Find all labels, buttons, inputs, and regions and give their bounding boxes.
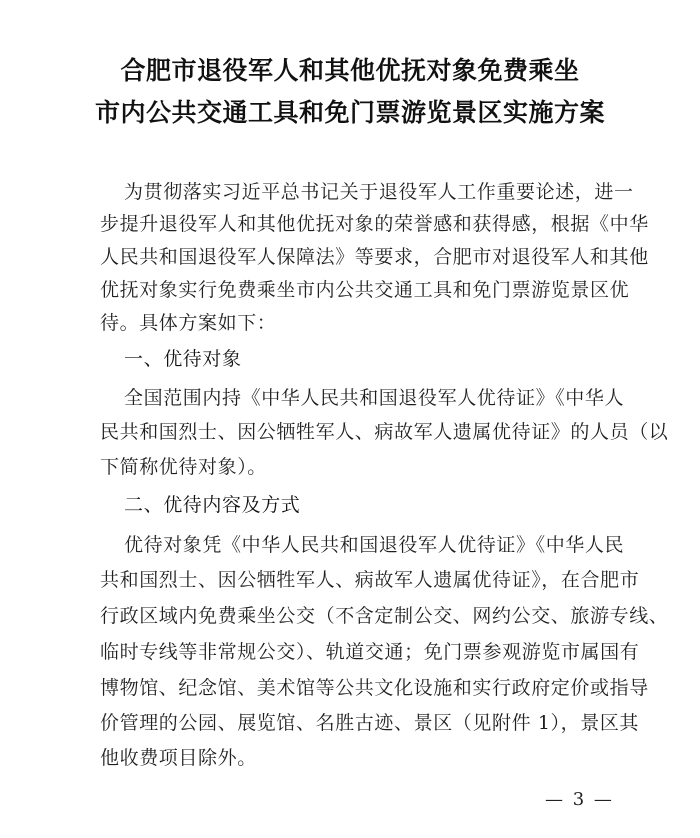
section-1-line-3: 下简称优待对象）。 [100,456,267,478]
section-1-heading: 一、优待对象 [124,348,242,370]
section-2-line-1: 优待对象凭《中华人民共和国退役军人优待证》《中华人民 [124,534,625,556]
section-2-line-4: 临时专线等非常规公交）、轨道交通；免门票参观游览市属国有 [100,641,640,663]
section-2-heading: 二、优待内容及方式 [124,494,301,516]
section-2-line-6: 价管理的公园、展览馆、名胜古迹、景区（见附件 1），景区其 [100,712,640,734]
section-2-line-3: 行政区域内免费乘坐公交（不含定制公交、网约公交、旅游专线、 [100,605,669,627]
section-2-line-2: 共和国烈士、因公牺牲军人、病故军人遗属优待证》，在合肥市 [100,569,640,591]
intro-line-5: 待。具体方案如下： [100,312,277,334]
intro-line-3: 人民共和国退役军人保障法》等要求，合肥市对退役军人和其他 [100,246,649,268]
document-title-line-1: 合肥市退役军人和其他优抚对象免费乘坐 [120,56,580,85]
section-1-line-1: 全国范围内持《中华人民共和国退役军人优待证》《中华人 [124,387,625,409]
section-2-line-5: 博物馆、纪念馆、美术馆等公共文化设施和实行政府定价或指导 [100,677,649,699]
intro-line-1: 为贯彻落实习近平总书记关于退役军人工作重要论述，进一 [124,181,634,203]
intro-line-4: 优抚对象实行免费乘坐市内公共交通工具和免门票游览景区优 [100,279,630,301]
document-title-line-2: 市内公共交通工具和免门票游览景区实施方案 [94,98,605,127]
section-2-line-7: 他收费项目除外。 [100,747,257,769]
intro-line-2: 步提升退役军人和其他优抚对象的荣誉感和获得感，根据《中华 [100,213,649,235]
page-number: — 3 — [545,789,614,810]
section-1-line-2: 民共和国烈士、因公牺牲军人、病故军人遗属优待证》的人员（以 [100,421,669,443]
